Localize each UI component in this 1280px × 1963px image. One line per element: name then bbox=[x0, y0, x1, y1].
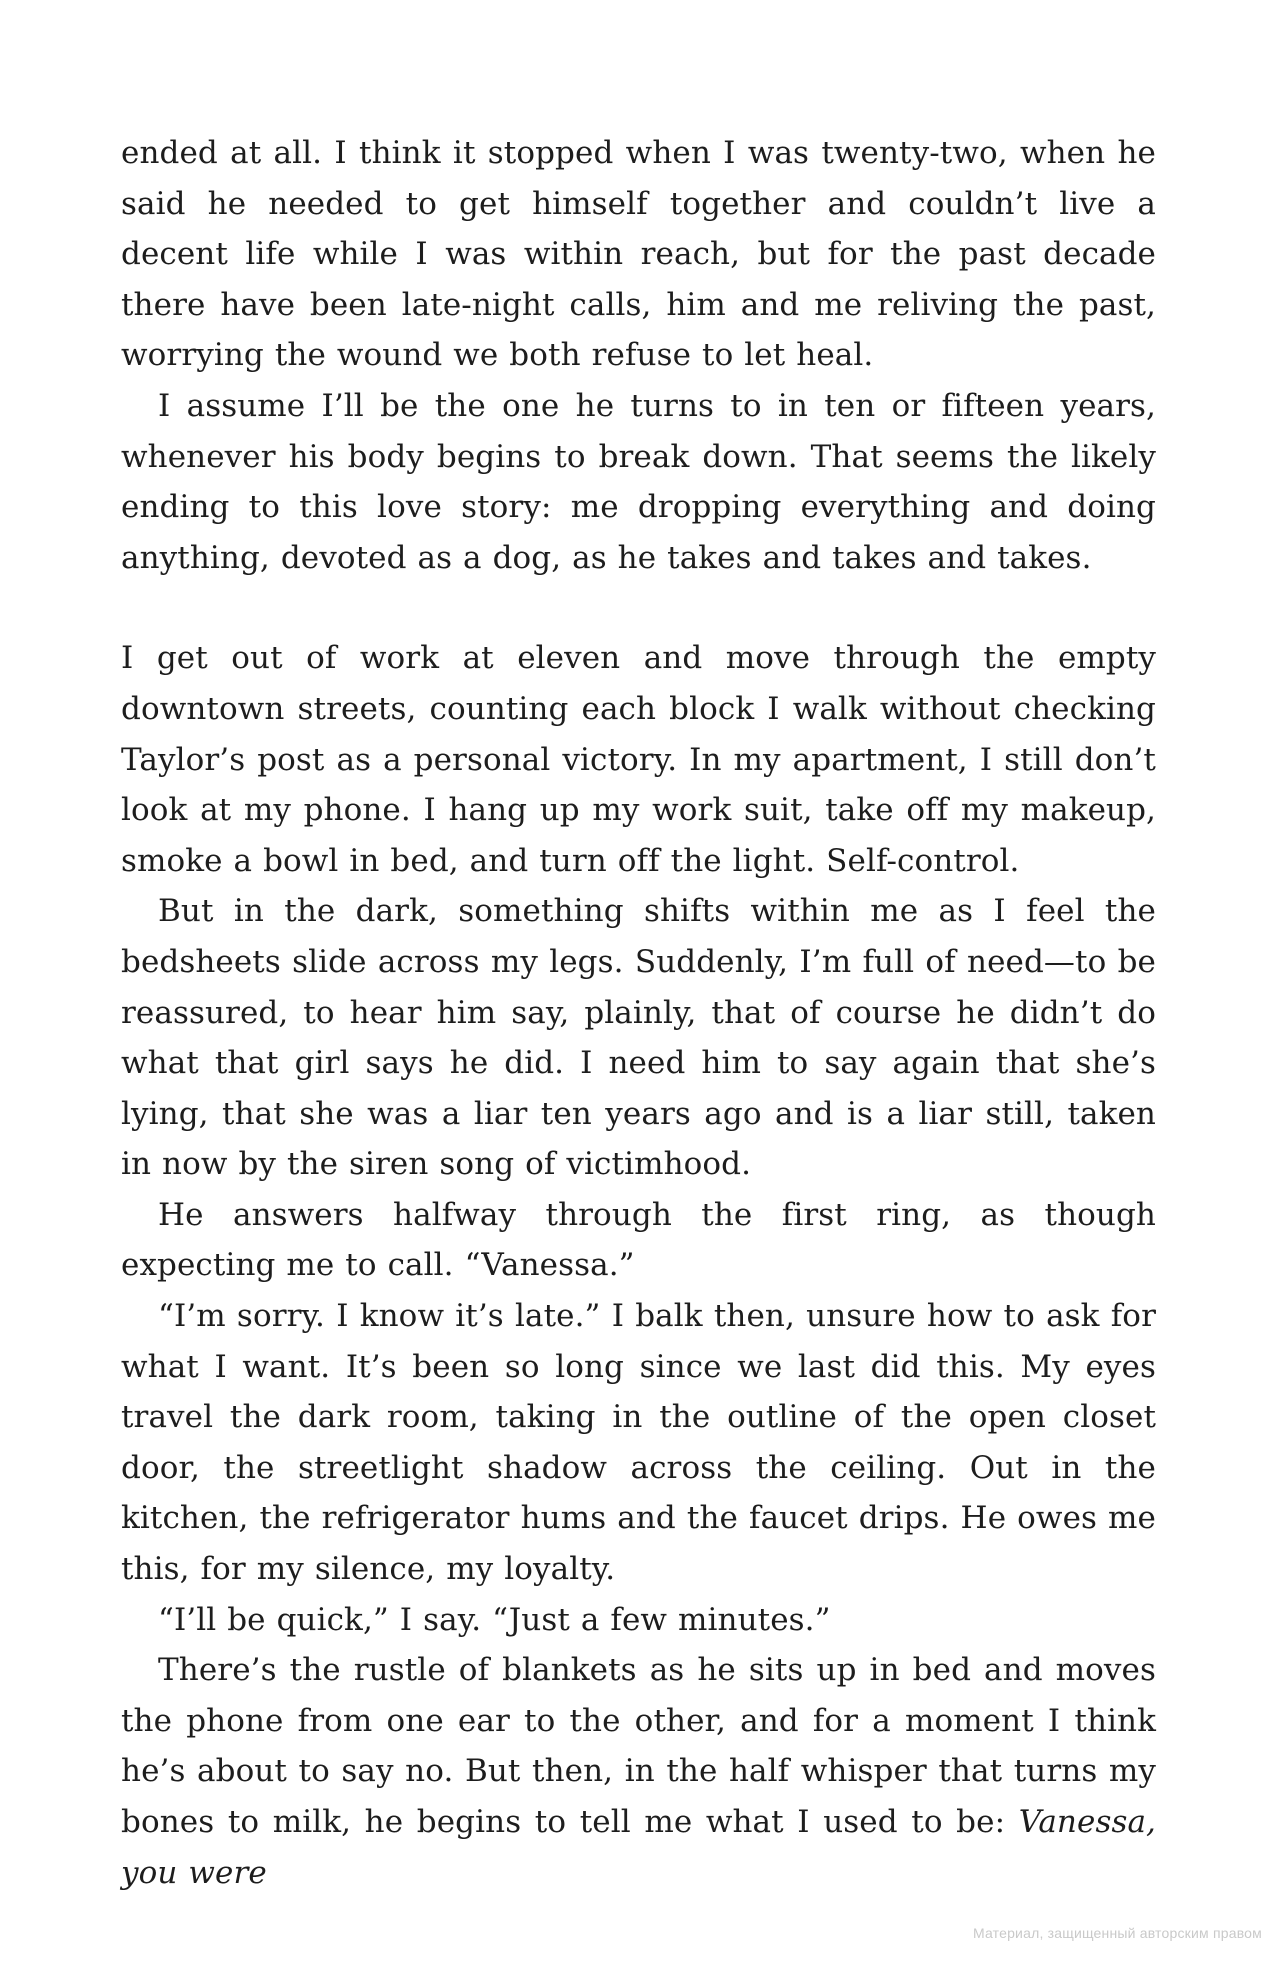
text-section-1 bbox=[121, 128, 1156, 583]
paragraph: ended at all. I think it stopped when I was twenty-two, when he said he needed to get himself together and couldn’t live a decent life while I was within reach, but for the past decade there have been late-night calls, him and me reliving the past, worrying the wound we both refuse to let heal. bbox=[121, 135, 1156, 374]
paragraph-final-text: There’s the rustle of blankets as he sits up in bed and moves the phone from one ear to the other, and for a moment I think he’s about to say no. But then, in the half whisper that turns my bones to milk, he begins to tell me what I used to be: bbox=[121, 1652, 1156, 1840]
paragraph: But in the dark, something shifts within me as I feel the bedsheets slide across my legs. Suddenly, I’m full of need—to be reassured, to hear him say, plainly, that of course he didn’t do what that girl says he did. I need him to say again that she’s lying, that she was a liar ten years ago and is a liar still, taken in now by the siren song of victimhood. bbox=[121, 893, 1156, 1183]
copyright-watermark: Материал, защищенный авторским правом bbox=[972, 1925, 1262, 1941]
text-section-2 bbox=[121, 633, 1156, 1898]
paragraph: “I’ll be quick,” I say. “Just a few minutes.” bbox=[158, 1601, 831, 1638]
paragraph: I get out of work at eleven and move through the empty downtown streets, counting each block I walk without checking Taylor’s post as a personal victory. In my apartment, I still don’t look at my phone. I hang up my work suit, take off my makeup, smoke a bowl in bed, and turn off the light. Self-control. bbox=[121, 640, 1156, 879]
paragraph: “I’m sorry. I know it’s late.” I balk then, unsure how to ask for what I want. It’s been so long since we last did this. My eyes travel the dark room, taking in the outline of the open closet door, the streetlight shadow across the ceiling. Out in the kitchen, the refrigerator hums and the faucet drips. He owes me this, for my silence, my loyalty. bbox=[121, 1298, 1156, 1588]
paragraph-final bbox=[121, 1645, 1156, 1898]
paragraph-final-italic: Vanessa, you were bbox=[121, 1804, 1156, 1891]
paragraph: I assume I’ll be the one he turns to in ten or fifteen years, whenever his body begins to break down. That seems the likely ending to this love story: me dropping everything and doing anything, devoted as a dog, as he takes and takes and takes. bbox=[121, 387, 1156, 576]
page-body bbox=[121, 128, 1156, 1898]
paragraph: He answers halfway through the first ring, as though expecting me to call. “Vanessa.” bbox=[121, 1196, 1156, 1284]
